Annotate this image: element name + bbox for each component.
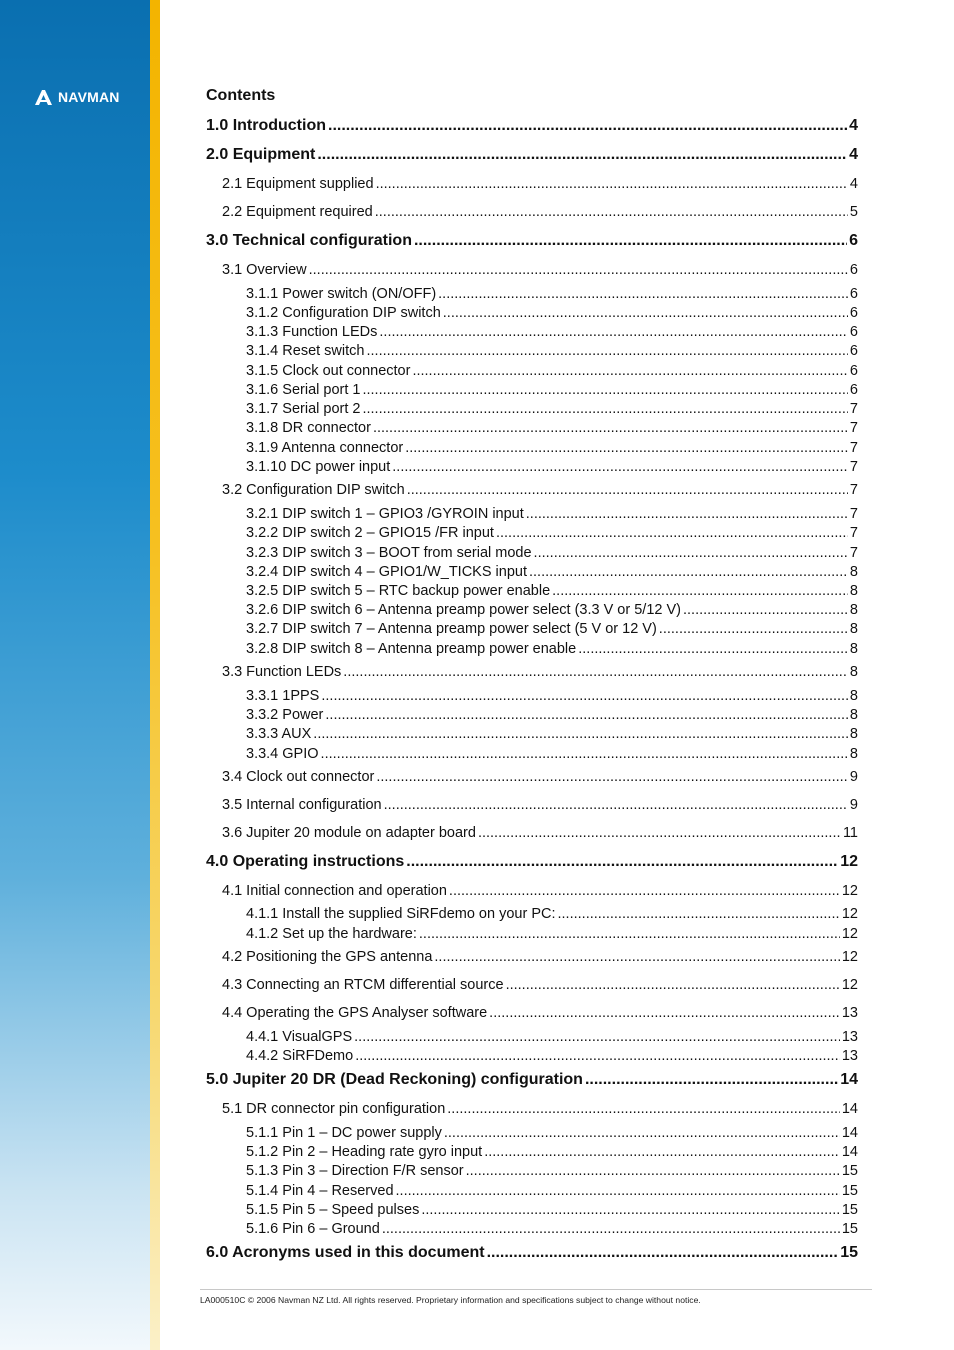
toc-entry[interactable] [222, 768, 858, 786]
toc-entry[interactable] [246, 544, 858, 562]
toc-entry-title: 3.2.5 DIP switch 5 – RTC backup power enable [246, 583, 551, 599]
toc-leader-dots [444, 1124, 840, 1142]
toc-entry-page: 8 [849, 726, 858, 742]
accent-bar [150, 0, 160, 1350]
toc-entry[interactable] [246, 439, 858, 457]
toc-entry-page: 14 [841, 1101, 858, 1117]
toc-leader-dots [376, 768, 848, 786]
toc-entry-title: 3.3.1 1PPS [246, 688, 320, 704]
toc-entry[interactable] [206, 146, 858, 164]
toc-leader-dots [382, 1220, 840, 1238]
logo-wordmark: NAVMAN [58, 89, 120, 105]
toc-entry-title: 3.2.7 DIP switch 7 – Antenna preamp power select (5 V or 12 V) [246, 621, 657, 637]
toc-heading: Contents [206, 87, 276, 104]
toc-leader-dots [506, 976, 840, 994]
toc-entry-title: 3.0 Technical configuration [206, 232, 412, 249]
toc-entry-page: 14 [841, 1125, 858, 1141]
toc-leader-dots [362, 381, 847, 399]
toc-leader-dots [489, 1004, 840, 1022]
toc-entry-title: 2.0 Equipment [206, 146, 316, 163]
toc-entry-title: 1.0 Introduction [206, 117, 326, 134]
toc-entry[interactable] [222, 1100, 858, 1118]
toc-leader-dots [478, 824, 841, 842]
toc-entry-title: 2.2 Equipment required [222, 204, 373, 220]
sidebar-band [0, 0, 150, 1350]
toc-leader-dots [414, 232, 847, 250]
toc-entry-title: 3.1.10 DC power input [246, 459, 391, 475]
toc-entry-page: 15 [841, 1163, 858, 1179]
toc-leader-dots [412, 362, 847, 380]
toc-leader-dots [529, 563, 848, 581]
toc-entry-page: 8 [849, 602, 858, 618]
toc-entry[interactable] [246, 925, 858, 943]
toc-entry[interactable] [246, 620, 858, 638]
toc-entry-title: 4.4.2 SiRFDemo [246, 1048, 354, 1064]
toc-entry-page: 6 [849, 232, 858, 249]
toc-entry-page: 13 [841, 1029, 858, 1045]
toc-leader-dots [355, 1047, 840, 1065]
toc-entry[interactable] [246, 687, 858, 705]
toc-entry-page: 8 [849, 746, 858, 762]
toc-entry[interactable] [222, 948, 858, 966]
toc-entry-title: 4.2 Positioning the GPS antenna [222, 949, 433, 965]
toc-entry[interactable] [246, 905, 858, 923]
toc-entry[interactable] [246, 381, 858, 399]
toc-entry-page: 6 [849, 262, 858, 278]
toc-leader-dots [443, 304, 848, 322]
toc-entry-page: 12 [841, 926, 858, 942]
toc-entry-page: 6 [849, 305, 858, 321]
toc-entry[interactable] [246, 524, 858, 542]
toc-entry-page: 6 [849, 343, 858, 359]
toc-entry-page: 15 [840, 1244, 858, 1261]
toc-entry-title: 4.3 Connecting an RTCM differential source [222, 977, 504, 993]
toc-entry-page: 6 [849, 324, 858, 340]
toc-entry-page: 4 [849, 146, 858, 163]
toc-leader-dots [447, 1100, 840, 1118]
toc-entry-title: 3.2.8 DIP switch 8 – Antenna preamp power enable [246, 641, 577, 657]
toc-entry-page: 15 [841, 1221, 858, 1237]
toc-entry-title: 3.1.4 Reset switch [246, 343, 365, 359]
toc-entry-page: 9 [849, 769, 858, 785]
toc-entry-page: 11 [842, 825, 858, 841]
toc-entry-title: 5.1.5 Pin 5 – Speed pulses [246, 1202, 420, 1218]
toc-entry-title: 5.1.4 Pin 4 – Reserved [246, 1183, 394, 1199]
footer-divider [200, 1289, 872, 1290]
toc-leader-dots [534, 544, 848, 562]
toc-leader-dots [438, 285, 848, 303]
toc-entry[interactable] [246, 323, 858, 341]
toc-entry-title: 4.1.2 Set up the hardware: [246, 926, 417, 942]
toc-entry-title: 5.1.3 Pin 3 – Direction F/R sensor [246, 1163, 464, 1179]
toc-leader-dots [317, 146, 847, 164]
toc-entry-page: 7 [849, 401, 858, 417]
toc-leader-dots [578, 640, 848, 658]
toc-entry-title: 3.2.3 DIP switch 3 – BOOT from serial mode [246, 545, 532, 561]
toc-leader-dots [419, 925, 840, 943]
toc-entry-page: 7 [849, 420, 858, 436]
toc-entry-page: 7 [849, 482, 858, 498]
toc-entry-title: 3.4 Clock out connector [222, 769, 375, 785]
toc-entry[interactable] [246, 640, 858, 658]
toc-leader-dots [392, 458, 848, 476]
toc-entry-page: 8 [849, 583, 858, 599]
toc-entry-title: 3.1.7 Serial port 2 [246, 401, 361, 417]
toc-leader-dots [434, 948, 839, 966]
toc-leader-dots [321, 687, 848, 705]
toc-entry-page: 4 [849, 176, 858, 192]
toc-entry[interactable] [222, 796, 858, 814]
toc-entry-title: 3.1 Overview [222, 262, 307, 278]
toc-leader-dots [396, 1182, 840, 1200]
toc-entry[interactable] [246, 745, 858, 763]
footer-copyright: LA000510C © 2006 Navman NZ Ltd. All rights reserved. Proprietary information and specifications subject to change without notice. [200, 1295, 701, 1305]
toc-entry-title: 4.0 Operating instructions [206, 853, 405, 870]
toc-entry[interactable] [246, 601, 858, 619]
toc-entry-title: 4.4 Operating the GPS Analyser software [222, 1005, 488, 1021]
toc-entry[interactable] [246, 1162, 858, 1180]
toc-leader-dots [585, 1071, 838, 1089]
toc-leader-dots [484, 1143, 840, 1161]
toc-leader-dots [659, 620, 848, 638]
toc-entry[interactable] [246, 1047, 858, 1065]
toc-entry-title: 5.1.2 Pin 2 – Heading rate gyro input [246, 1144, 483, 1160]
toc-entry-title: 5.1.1 Pin 1 – DC power supply [246, 1125, 442, 1141]
toc-entry[interactable] [246, 1201, 858, 1219]
toc-entry-page: 9 [849, 797, 858, 813]
toc-entry[interactable] [246, 706, 858, 724]
toc-entry-title: 3.1.5 Clock out connector [246, 363, 411, 379]
toc-entry-page: 12 [840, 853, 858, 870]
toc-leader-dots [421, 1201, 840, 1219]
toc-entry[interactable] [246, 725, 858, 743]
toc-entry-page: 6 [849, 382, 858, 398]
toc-entry[interactable] [246, 400, 858, 418]
toc-entry-page: 8 [849, 688, 858, 704]
toc-entry[interactable] [246, 1143, 858, 1161]
toc-entry[interactable] [222, 976, 858, 994]
toc-leader-dots [384, 796, 848, 814]
toc-leader-dots [558, 905, 840, 923]
toc-entry[interactable] [222, 1004, 858, 1022]
toc-entry-page: 7 [849, 459, 858, 475]
toc-entry-title: 4.4.1 VisualGPS [246, 1029, 353, 1045]
toc-entry[interactable] [206, 853, 858, 871]
toc-entry-page: 7 [849, 506, 858, 522]
toc-entry-title: 3.2.4 DIP switch 4 – GPIO1/W_TICKS input [246, 564, 527, 580]
toc-entry-page: 4 [849, 117, 858, 134]
toc-entry-title: 3.3.3 AUX [246, 726, 312, 742]
toc-entry-title: 6.0 Acronyms used in this document [206, 1244, 485, 1261]
toc-leader-dots [449, 882, 840, 900]
toc-entry[interactable] [222, 481, 858, 499]
toc-entry-page: 8 [849, 664, 858, 680]
toc-entry[interactable] [246, 342, 858, 360]
toc-entry-page: 13 [841, 1048, 858, 1064]
toc-entry[interactable] [246, 362, 858, 380]
toc-leader-dots [379, 323, 848, 341]
toc-entry[interactable] [246, 285, 858, 303]
toc-entry[interactable] [222, 824, 858, 842]
toc-entry-title: 3.2 Configuration DIP switch [222, 482, 405, 498]
toc-entry-title: 3.1.8 DR connector [246, 420, 371, 436]
toc-entry[interactable] [206, 1071, 858, 1089]
toc-entry[interactable] [206, 1244, 858, 1262]
toc-entry-page: 8 [849, 641, 858, 657]
toc-leader-dots [405, 439, 848, 457]
toc-entry-title: 3.1.2 Configuration DIP switch [246, 305, 441, 321]
toc-leader-dots [362, 400, 847, 418]
toc-leader-dots [321, 745, 848, 763]
toc-entry-page: 5 [849, 204, 858, 220]
toc-leader-dots [683, 601, 848, 619]
toc-entry-page: 12 [841, 906, 858, 922]
toc-leader-dots [373, 419, 848, 437]
toc-entry-title: 3.5 Internal configuration [222, 797, 382, 813]
toc-entry-page: 13 [841, 1005, 858, 1021]
toc-leader-dots [366, 342, 847, 360]
toc-leader-dots [325, 706, 848, 724]
toc-entry-page: 6 [849, 286, 858, 302]
toc-leader-dots [328, 117, 847, 135]
toc-entry[interactable] [206, 232, 858, 250]
toc-entry-title: 2.1 Equipment supplied [222, 176, 374, 192]
toc-leader-dots [309, 261, 848, 279]
toc-entry-title: 3.3.2 Power [246, 707, 324, 723]
toc-entry[interactable] [222, 203, 858, 221]
toc-entry-title: 3.2.1 DIP switch 1 – GPIO3 /GYROIN input [246, 506, 524, 522]
toc-leader-dots [526, 505, 848, 523]
toc-entry[interactable] [246, 505, 858, 523]
toc-entry[interactable] [246, 304, 858, 322]
toc-entry-title: 4.1 Initial connection and operation [222, 883, 447, 899]
toc-entry[interactable] [222, 175, 858, 193]
toc-leader-dots [407, 481, 848, 499]
toc-entry-title: 4.1.1 Install the supplied SiRFdemo on your PC: [246, 906, 556, 922]
toc-entry[interactable] [246, 1124, 858, 1142]
toc-entry-page: 15 [841, 1202, 858, 1218]
toc-entry[interactable] [246, 419, 858, 437]
toc-entry-page: 12 [841, 883, 858, 899]
toc-entry-title: 5.0 Jupiter 20 DR (Dead Reckoning) configuration [206, 1071, 583, 1088]
toc-entry-title: 5.1.6 Pin 6 – Ground [246, 1221, 380, 1237]
toc-entry[interactable] [246, 458, 858, 476]
toc-entry-page: 7 [849, 525, 858, 541]
toc-leader-dots [343, 663, 848, 681]
toc-entry-page: 7 [849, 545, 858, 561]
toc-leader-dots [496, 524, 848, 542]
toc-entry-title: 3.3.4 GPIO [246, 746, 319, 762]
toc-entry-title: 3.1.6 Serial port 1 [246, 382, 361, 398]
toc-leader-dots [406, 853, 838, 871]
toc-entry-title: 5.1 DR connector pin configuration [222, 1101, 446, 1117]
toc-entry[interactable] [246, 582, 858, 600]
toc-leader-dots [375, 203, 848, 221]
toc-entry-title: 3.2.6 DIP switch 6 – Antenna preamp power select (3.3 V or 5/12 V) [246, 602, 681, 618]
toc-leader-dots [376, 175, 848, 193]
toc-leader-dots [552, 582, 848, 600]
toc-entry[interactable] [206, 117, 858, 135]
toc-entry-page: 8 [849, 707, 858, 723]
toc-entry-page: 14 [840, 1071, 858, 1088]
toc-entry-title: 3.1.1 Power switch (ON/OFF) [246, 286, 437, 302]
toc-entry-page: 12 [841, 949, 858, 965]
toc-leader-dots [487, 1244, 839, 1262]
toc-entry-title: 3.1.3 Function LEDs [246, 324, 378, 340]
toc-entry[interactable] [222, 261, 858, 279]
navman-logo [34, 87, 120, 107]
toc-entry[interactable] [246, 1220, 858, 1238]
toc-entry[interactable] [246, 563, 858, 581]
toc-leader-dots [313, 725, 848, 743]
toc-entry-page: 6 [849, 363, 858, 379]
toc-entry-page: 7 [849, 440, 858, 456]
toc-entry-page: 15 [841, 1183, 858, 1199]
toc-entry[interactable] [222, 882, 858, 900]
navman-logo-icon [34, 88, 54, 106]
toc-leader-dots [466, 1162, 840, 1180]
toc-entry-title: 3.3 Function LEDs [222, 664, 342, 680]
toc-entry[interactable] [246, 1028, 858, 1046]
toc-entry-page: 8 [849, 564, 858, 580]
toc-entry-title: 3.6 Jupiter 20 module on adapter board [222, 825, 476, 841]
toc-entry-title: 3.2.2 DIP switch 2 – GPIO15 /FR input [246, 525, 494, 541]
toc-entry[interactable] [246, 1182, 858, 1200]
toc-entry-page: 12 [841, 977, 858, 993]
toc-leader-dots [354, 1028, 840, 1046]
toc-entry[interactable] [222, 663, 858, 681]
toc-entry-page: 14 [841, 1144, 858, 1160]
toc-entry-page: 8 [849, 621, 858, 637]
toc-entry-title: 3.1.9 Antenna connector [246, 440, 404, 456]
